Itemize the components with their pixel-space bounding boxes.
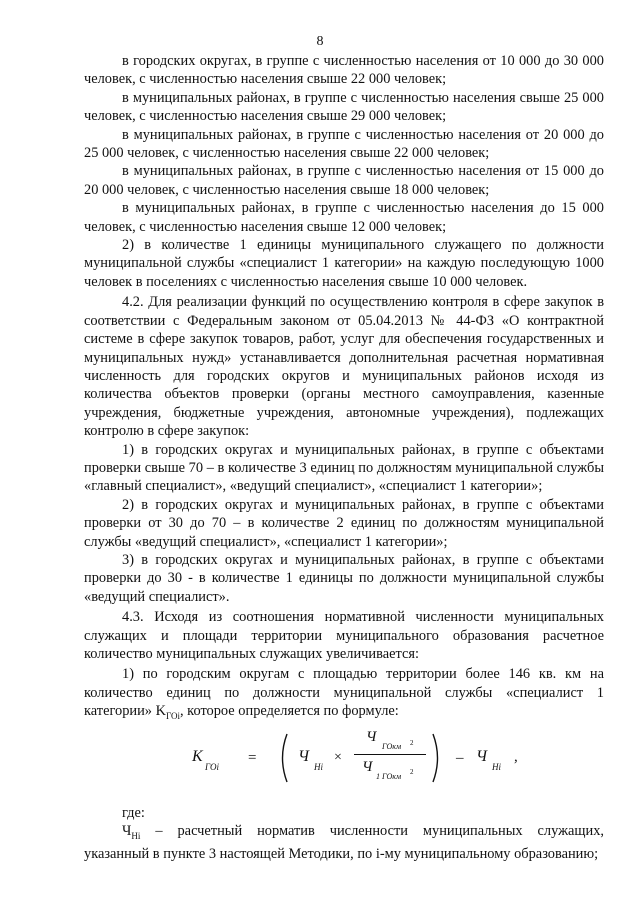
paragraph: 1) в городских округах и муниципальных районах, в группе с объектами проверки свыше 70 – в количестве 3 единиц по должностям муниципальной службы «главный специалист», «ведущий специалист», «специалист 1 категории»; <box>84 441 604 495</box>
paragraph-where: где: <box>122 804 145 821</box>
paragraph: 3) в городских округах и муниципальных районах, в группе с объектами проверки до 30 - в количестве 1 единицы по должности муниципальной службы «ведущий специалист». <box>84 551 604 605</box>
paragraph-text: 1) по городским округам с площадью территории более 146 кв. км на количество единиц по должности муниципальной службы «специалист 1 категории» K <box>84 666 604 720</box>
paragraph: в городских округах, в группе с численностью населения от 10 000 до 30 000 человек, с численностью населения свыше 22 000 человек; <box>84 53 604 88</box>
paragraph: 4.3. Исходя из соотношения нормативной численности муниципальных служащих и площади территории муниципального образования расчетное количество муниципальных служащих увеличивается: <box>84 609 604 662</box>
chi-subscript: Hi <box>131 830 141 841</box>
formula-numerator-exp: 2 <box>410 738 414 747</box>
formula-numerator-sub: ГОкм <box>382 741 402 751</box>
formula-ch: Ч <box>298 747 310 765</box>
formula-denominator-exp: 2 <box>410 767 414 776</box>
paragraph: в муниципальных районах, в группе с численностью населения свыше 25 000 человек, с численностью населения свыше 29 000 человек; <box>84 89 604 125</box>
formula-ch2-sub: Hi <box>492 761 501 772</box>
paragraph-text: – расчетный норматив численности муниципальных служащих, указанный в пункте 3 настоящей Методики, по i-му муниципальному образованию; <box>84 822 604 863</box>
formula-kgoi <box>84 730 604 794</box>
paragraph: 2) в количестве 1 единицы муниципального служащего по должности муниципальной службы «специалист 1 категории» на каждую последующую 1000 человек в поселениях с численностью населения свыше 10 000 человек. <box>84 237 604 290</box>
paragraph: 2) в городских округах и муниципальных районах, в группе с объектами проверки от 30 до 70 – в количестве 2 единиц по должностям муниципальной службы «ведущий специалист», «специалист 1 категории»; <box>84 496 604 550</box>
paragraph-tail: , которое определяется по формуле: <box>179 703 399 720</box>
paragraph: 4.2. Для реализации функций по осуществлению контроля в сфере закупок в соответствии с Федеральным законом от 05.04.2013 № 44-ФЗ «О контрактной системе в сфере закупок товаров, работ, услуг для обеспечения государственных и муниципальных нужд» устанавливается дополнительная расчетная нормативная численность для городских округов и муниципальных районов исходя из количества объектов проверки (органы местного самоуправления, казенные учреждения, бюджетные учреждения, автономные учреждения), подлежащих контролю в сфере закупок: <box>84 294 604 440</box>
formula-numerator: Ч <box>366 728 377 745</box>
formula-denominator-sub: 1 ГОкм <box>376 771 402 781</box>
formula-left-paren <box>276 732 290 784</box>
formula-right-paren <box>430 732 444 784</box>
paragraph: в муниципальных районах, в группе с численностью населения до 15 000 человек, с численностью населения свыше 12 000 человек; <box>84 200 604 235</box>
page-number: 8 <box>316 34 324 49</box>
paragraph: в муниципальных районах, в группе с численностью населения от 15 000 до 20 000 человек, с численностью населения свыше 18 000 человек; <box>84 163 604 198</box>
paragraph: в муниципальных районах, в группе с численностью населения от 20 000 до 25 000 человек, с численностью населения свыше 22 000 человек; <box>84 126 604 162</box>
formula-denominator: Ч <box>362 758 373 775</box>
formula-equals: = <box>248 749 257 766</box>
formula-comma: , <box>514 748 518 765</box>
paragraph-kgoi <box>84 665 604 725</box>
formula-k-sub: ГОi <box>205 761 220 772</box>
formula-k: K <box>192 747 203 765</box>
document-body <box>84 52 604 864</box>
chi-symbol: Ч <box>122 822 132 839</box>
formula-times: × <box>334 749 342 765</box>
kgoi-subscript: ГОi <box>166 711 180 722</box>
fraction-bar <box>354 754 426 755</box>
formula-ch2: Ч <box>476 747 488 765</box>
paragraph-chi <box>84 822 604 864</box>
formula-ch-sub: Hi <box>314 761 323 772</box>
formula-minus: – <box>456 749 464 766</box>
